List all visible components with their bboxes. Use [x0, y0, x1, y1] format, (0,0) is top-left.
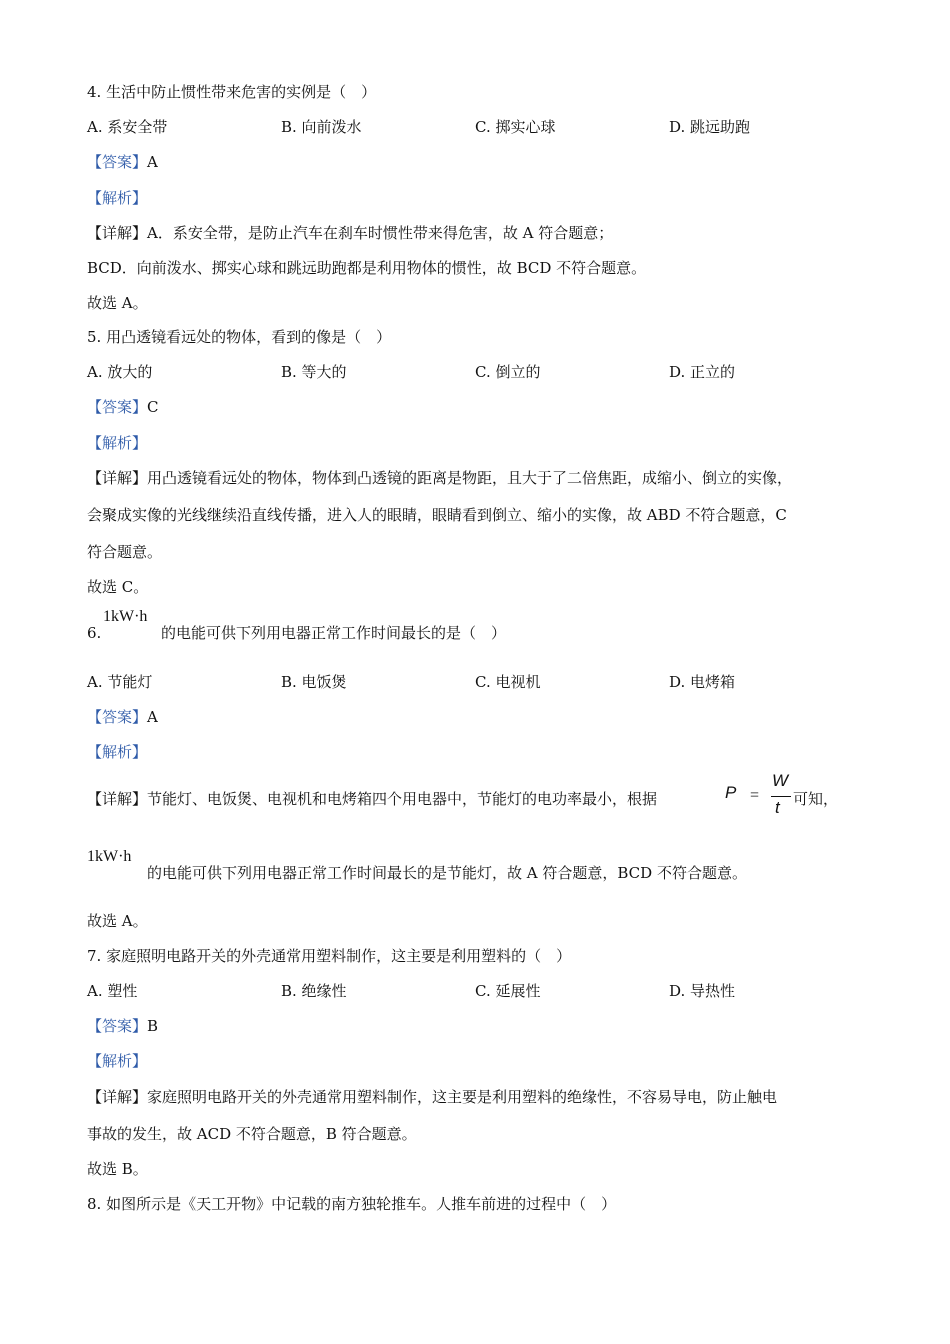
q5-stem: 5. 用凸透镜看远处的物体，看到的像是（ ）: [87, 328, 392, 346]
formula-fraction-bar: [771, 796, 791, 797]
q4-option-c: C. 掷实心球: [475, 118, 556, 136]
detail-text: 节能灯、电饭煲、电视机和电烤箱四个用电器中，节能灯的电功率最小，根据: [147, 790, 658, 808]
q7-option-b: B. 绝缘性: [281, 982, 347, 1000]
q5-option-d: D. 正立的: [669, 363, 736, 381]
formula-t: t: [775, 798, 780, 817]
detail-tag: 【详解】: [87, 790, 148, 808]
q6-option-d: D. 电烤箱: [669, 673, 736, 691]
analysis-tag: 【解析】: [87, 434, 148, 452]
q4-detail-2: BCD．向前泼水、掷实心球和跳远助跑都是利用物体的惯性，故 BCD 不符合题意。: [87, 259, 647, 277]
q7-analysis-tag: [87, 1051, 147, 1071]
q5-conclusion: 故选 C。: [87, 578, 149, 596]
answer-value: A: [147, 153, 158, 171]
detail-text: 家庭照明电路开关的外壳通常用塑料制作，这主要是利用塑料的绝缘性，不容易导电，防止触电: [147, 1088, 778, 1106]
q4-answer: [87, 152, 158, 172]
answer-tag: 【答案】: [87, 1017, 148, 1035]
q4-option-d: D. 跳远助跑: [669, 118, 751, 136]
q7-conclusion: 故选 B。: [87, 1160, 148, 1178]
detail-tag: 【详解】: [87, 469, 148, 487]
detail-text: 用凸透镜看远处的物体，物体到凸透镜的距离是物距，且大于了二倍焦距，成缩小、倒立的实像，: [147, 469, 793, 487]
q7-option-d: D. 导热性: [669, 982, 736, 1000]
q6-answer: [87, 707, 158, 727]
detail-text: A．系安全带，是防止汽车在刹车时惯性带来得危害，故 A 符合题意；: [147, 224, 614, 242]
q6-detail-1-end: 可知，: [793, 790, 839, 808]
answer-tag: 【答案】: [87, 398, 148, 416]
q8-stem: 8. 如图所示是《天工开物》中记载的南方独轮推车。人推车前进的过程中（ ）: [87, 1195, 617, 1213]
answer-value: C: [147, 398, 159, 416]
q6-detail-1: [87, 789, 657, 809]
q4-analysis-tag: [87, 188, 147, 208]
q5-option-a: A. 放大的: [87, 363, 153, 381]
formula-w: W: [772, 771, 789, 790]
q5-option-b: B. 等大的: [281, 363, 347, 381]
detail-tag: 【详解】: [87, 224, 148, 242]
q7-stem: 7. 家庭照明电路开关的外壳通常用塑料制作，这主要是利用塑料的（ ）: [87, 947, 572, 965]
q6-option-a: A. 节能灯: [87, 673, 153, 691]
q5-analysis-tag: [87, 433, 147, 453]
q6-unit: 1kW·h: [103, 608, 148, 625]
q7-option-a: A. 塑性: [87, 982, 138, 1000]
q4-stem: 4. 生活中防止惯性带来危害的实例是（ ）: [87, 83, 377, 101]
analysis-tag: 【解析】: [87, 189, 148, 207]
q5-detail-3: 符合题意。: [87, 543, 163, 561]
q6-unit-2: 1kW·h: [87, 848, 132, 865]
q6-detail-2: 的电能可供下列用电器正常工作时间最长的是节能灯，故 A 符合题意，BCD 不符合题意。: [147, 864, 747, 882]
answer-tag: 【答案】: [87, 153, 148, 171]
q7-answer: [87, 1016, 158, 1036]
formula-p: P: [725, 783, 737, 802]
answer-value: B: [147, 1017, 159, 1035]
answer-value: A: [147, 708, 158, 726]
q5-detail-2: 会聚成实像的光线继续沿直线传播，进入人的眼睛，眼睛看到倒立、缩小的实像，故 ABD 不符合题意，C: [87, 506, 787, 524]
q7-detail-2: 事故的发生，故 ACD 不符合题意，B 符合题意。: [87, 1125, 417, 1143]
detail-tag: 【详解】: [87, 1088, 148, 1106]
q4-option-b: B. 向前泼水: [281, 118, 362, 136]
q6-analysis-tag: [87, 742, 147, 762]
q5-option-c: C. 倒立的: [475, 363, 541, 381]
analysis-tag: 【解析】: [87, 743, 148, 761]
q6-number: 6.: [87, 624, 102, 642]
q6-option-c: C. 电视机: [475, 673, 541, 691]
q6-stem-rest: 的电能可供下列用电器正常工作时间最长的是（ ）: [161, 624, 507, 642]
q5-detail-1: [87, 468, 792, 488]
q4-detail-1: [87, 223, 613, 243]
formula-equals: =: [750, 787, 760, 804]
q7-detail-1: [87, 1087, 777, 1107]
analysis-tag: 【解析】: [87, 1052, 148, 1070]
q4-conclusion: 故选 A。: [87, 294, 148, 312]
answer-tag: 【答案】: [87, 708, 148, 726]
q6-conclusion: 故选 A。: [87, 912, 148, 930]
q6-option-b: B. 电饭煲: [281, 673, 347, 691]
q4-option-a: A. 系安全带: [87, 118, 168, 136]
q7-option-c: C. 延展性: [475, 982, 541, 1000]
q5-answer: [87, 397, 159, 417]
